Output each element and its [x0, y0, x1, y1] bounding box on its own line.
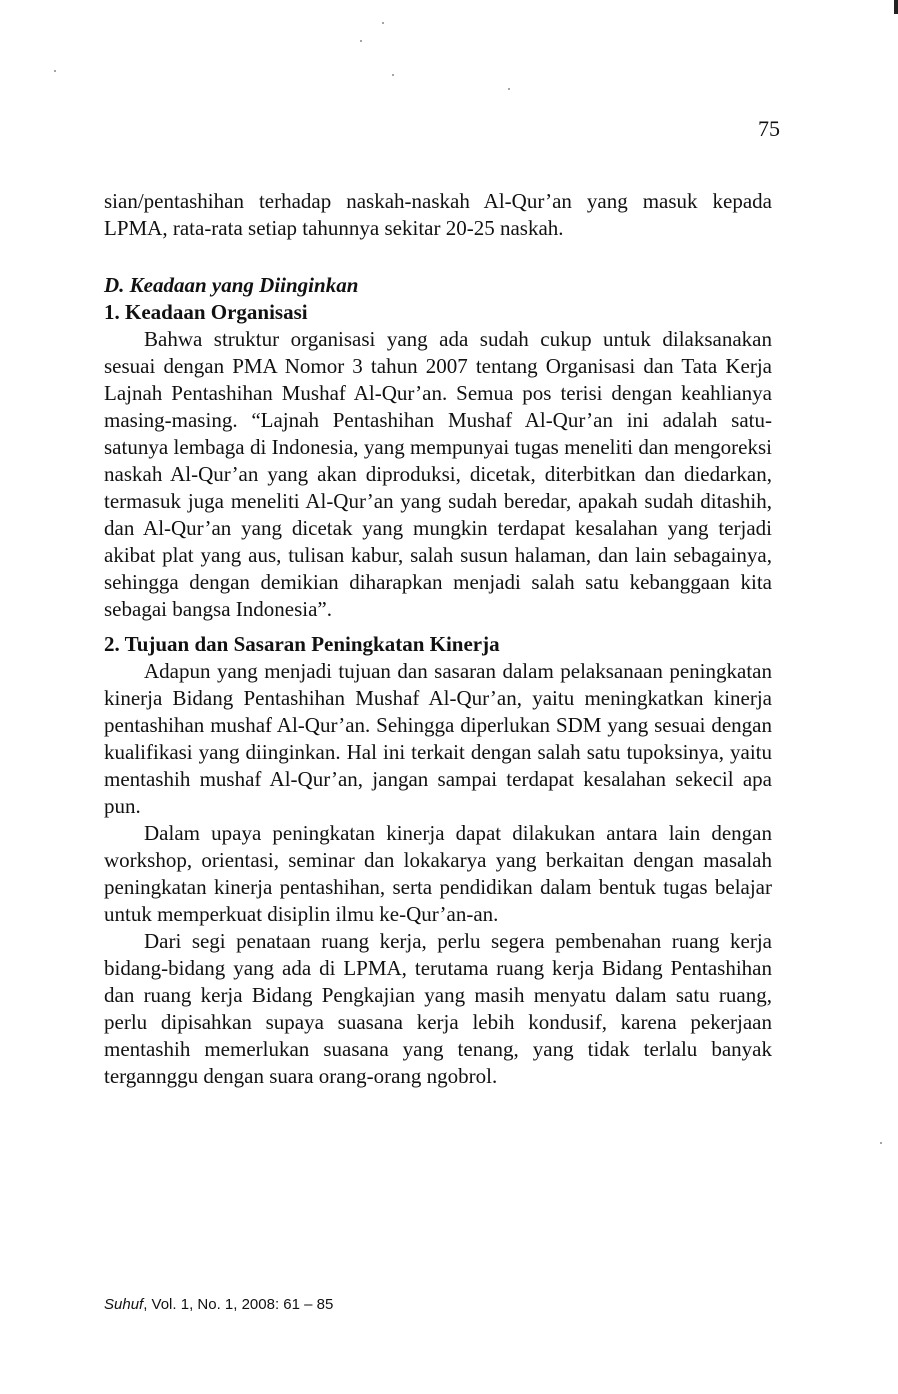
paragraph: Bahwa struktur organisasi yang ada sudah cukup untuk dilaksanakan sesuai dengan PMA Nomor 3 tahun 2007 tentang Organisasi dan Tata Kerja Lajnah Pentashihan Mushaf Al-Qur’an. Semua pos terisi dengan keahlianya masing-masing. “Lajnah Pentashihan Mushaf Al-Qur’an ini adalah satu-satunya lembaga di Indonesia, yang mempunyai tugas meneliti dan mengoreksi naskah Al-Qur’an yang akan diproduksi, dicetak, diterbitkan dan diedarkan, termasuk juga meneliti Al-Qur’an yang sudah beredar, apakah sudah ditashih, dan Al-Qur’an yang dicetak yang mungkin terdapat kesalahan yang terjadi akibat plat yang aus, tulisan kabur, salah susun halaman, dan lain sebagainya, sehingga dengan demikian diharapkan menjadi salah satu kebanggaan kita sebagai bangsa Indonesia”.	[104, 327, 772, 621]
paragraph: Adapun yang menjadi tujuan dan sasaran dalam pelaksanaan peningkatan kinerja Bidang Pentashihan Mushaf Al-Qur’an, yaitu meningkatkan kinerja pentashihan mushaf Al-Qur’an. Sehingga diperlukan SDM yang sesuai dengan kualifikasi yang diinginkan. Hal ini terkait dengan salah satu tupoksinya, yaitu mentashih mushaf Al-Qur’an, jangan sampai terdapat kesalahan sekecil apa pun.	[104, 659, 772, 818]
scan-speck	[392, 74, 394, 76]
paragraph: Dalam upaya peningkatan kinerja dapat dilakukan antara lain dengan workshop, orientasi, seminar dan lokakarya yang berkaitan dengan masalah peningkatan kinerja pentashihan, serta pendidikan dalam bentuk tugas belajar untuk memperkuat disiplin ilmu ke-Qur’an-an.	[104, 821, 772, 926]
paragraph: Dari segi penataan ruang kerja, perlu segera pembenahan ruang kerja bidang-bidang yang ada di LPMA, terutama ruang kerja Bidang Pentashihan dan ruang kerja Bidang Pengkajian yang masih menyatu dalam satu ruang, perlu dipisahkan supaya suasana kerja lebih kondusif, karena pekerjaan mentashih memerlukan suasana yang tenang, yang tidak terlalu banyak tergannggu dengan suara orang-orang ngobrol.	[104, 929, 772, 1088]
scan-speck	[360, 40, 362, 42]
body-text	[104, 188, 772, 1090]
carryover-paragraph: sian/pentashihan terhadap naskah-naskah Al-Qur’an yang masuk kepada LPMA, rata-rata setiap tahunnya sekitar 20-25 naskah.	[104, 189, 772, 240]
journal-name: Suhuf	[104, 1296, 144, 1313]
section-heading: D. Keadaan yang Diinginkan	[104, 273, 359, 297]
scan-speck	[880, 1142, 882, 1144]
subsection-heading-2: 2. Tujuan dan Sasaran Peningkatan Kinerja	[104, 632, 500, 656]
subsection-heading-1: 1. Keadaan Organisasi	[104, 300, 308, 324]
citation-details: , Vol. 1, No. 1, 2008: 61 – 85	[143, 1296, 334, 1313]
page-number: 75	[758, 116, 780, 141]
footer-citation	[104, 1296, 333, 1313]
scan-speck	[382, 22, 384, 24]
scan-speck	[54, 70, 56, 72]
scan-edge-mark	[894, 0, 898, 14]
scan-speck	[508, 88, 510, 90]
